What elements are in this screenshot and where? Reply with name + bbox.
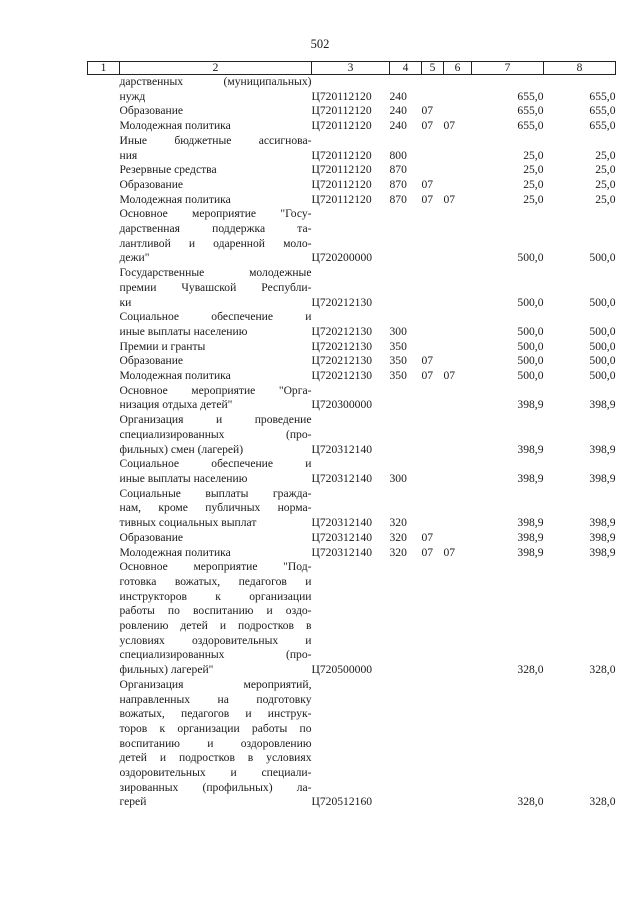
amount-cell-7: 500,0 xyxy=(517,339,544,353)
row-name-line: Организация мероприятий, xyxy=(119,677,312,691)
code-cell: Ц720312140 xyxy=(311,530,373,544)
page-number: 502 xyxy=(310,37,330,51)
row-name-line: детей и подростков в условиях xyxy=(119,751,312,765)
amount-cell-8: 398,9 xyxy=(589,471,616,485)
row-name-line: оздоровительных и специали- xyxy=(119,766,312,780)
subsection-cell xyxy=(444,531,472,546)
row-name-line: Образование xyxy=(119,530,184,544)
amount-cell-7: 398,9 xyxy=(517,516,544,530)
expense-type-cell: 320 xyxy=(389,530,407,544)
subsection-cell xyxy=(444,457,472,486)
code-cell: Ц720112120 xyxy=(311,163,372,177)
row-name-line: Премии и гранты xyxy=(119,339,206,353)
amount-cell-8: 500,0 xyxy=(589,354,616,368)
amount-cell-7: 398,9 xyxy=(517,471,544,485)
amount-cell-8: 398,9 xyxy=(589,442,616,456)
amount-cell-8: 500,0 xyxy=(589,369,616,383)
expense-type-cell xyxy=(390,678,422,810)
row-name-cell xyxy=(120,560,312,678)
section-cell: 07 xyxy=(421,119,434,133)
row-name-line: Основное мероприятие "Под- xyxy=(119,560,312,574)
section-cell xyxy=(422,207,444,266)
subsection-cell xyxy=(444,163,472,178)
row-name-cell xyxy=(120,104,312,119)
row-number-cell xyxy=(88,178,120,193)
amount-cell-7: 500,0 xyxy=(517,324,544,338)
amount-cell-7: 500,0 xyxy=(517,251,544,265)
column-header: 5 xyxy=(422,62,444,75)
subsection-cell xyxy=(444,266,472,310)
section-cell xyxy=(422,340,444,355)
row-name-line: Резервные средства xyxy=(119,163,217,177)
table-row xyxy=(88,310,616,339)
row-number-cell xyxy=(88,457,120,486)
row-name-line: дежи" xyxy=(119,251,150,265)
row-name-line: готовка вожатых, педагогов и xyxy=(119,574,312,588)
table-row xyxy=(88,413,616,457)
expense-type-cell: 300 xyxy=(389,471,407,485)
row-name-line: Основное мероприятие "Госу- xyxy=(119,207,312,221)
subsection-cell: 07 xyxy=(443,545,456,559)
row-name-line: Молодежная политика xyxy=(119,192,231,206)
amount-cell-8: 25,0 xyxy=(595,192,616,206)
row-name-cell xyxy=(120,310,312,339)
row-name-cell xyxy=(120,531,312,546)
code-cell: Ц720300000 xyxy=(311,398,373,412)
subsection-cell xyxy=(444,487,472,531)
row-name-line: лантливой и одаренной моло- xyxy=(119,236,312,250)
row-name-cell xyxy=(120,340,312,355)
row-name-line: Образование xyxy=(119,354,184,368)
amount-cell-8: 500,0 xyxy=(589,339,616,353)
subsection-cell xyxy=(444,560,472,678)
code-cell: Ц720112120 xyxy=(311,104,372,118)
expense-type-cell xyxy=(390,384,422,413)
subsection-cell xyxy=(444,178,472,193)
column-header: 8 xyxy=(544,62,616,75)
code-cell: Ц720212130 xyxy=(311,339,373,353)
section-cell xyxy=(422,413,444,457)
expense-type-cell: 240 xyxy=(389,104,407,118)
amount-cell-8: 25,0 xyxy=(595,177,616,191)
amount-cell-8: 500,0 xyxy=(589,324,616,338)
row-name-line: фильных) смен (лагерей) xyxy=(119,442,244,456)
subsection-cell xyxy=(444,384,472,413)
code-cell: Ц720312140 xyxy=(311,516,373,530)
row-name-line: Основное мероприятие "Орга- xyxy=(119,383,312,397)
row-name-line: Социальное обеспечение и xyxy=(119,457,312,471)
code-cell: Ц720112120 xyxy=(311,148,372,162)
table-row xyxy=(88,354,616,369)
row-name-line: ровлению детей и подростков в xyxy=(119,619,312,633)
table-row xyxy=(88,531,616,546)
row-name-cell xyxy=(120,457,312,486)
subsection-cell xyxy=(444,678,472,810)
table-row xyxy=(88,75,616,105)
amount-cell-7: 500,0 xyxy=(517,295,544,309)
table-row xyxy=(88,678,616,810)
row-name-line: иные выплаты населению xyxy=(119,324,248,338)
row-number-cell xyxy=(88,413,120,457)
subsection-cell xyxy=(444,134,472,163)
table-row xyxy=(88,119,616,134)
row-name-cell xyxy=(120,163,312,178)
row-name-line: иные выплаты населению xyxy=(119,471,248,485)
row-name-line: фильных) лагерей" xyxy=(119,663,214,677)
code-cell: Ц720212130 xyxy=(311,324,373,338)
expense-type-cell xyxy=(390,207,422,266)
amount-cell-7: 25,0 xyxy=(523,163,544,177)
row-number-cell xyxy=(88,163,120,178)
code-cell: Ц720500000 xyxy=(311,663,373,677)
amount-cell-7: 25,0 xyxy=(523,177,544,191)
row-name-line: Социальное обеспечение и xyxy=(119,310,312,324)
table-row xyxy=(88,207,616,266)
subsection-cell xyxy=(444,354,472,369)
table-row xyxy=(88,266,616,310)
amount-cell-7: 328,0 xyxy=(517,663,544,677)
section-cell: 07 xyxy=(421,369,434,383)
amount-cell-7: 328,0 xyxy=(517,795,544,809)
row-name-line: Иные бюджетные ассигнова- xyxy=(119,133,312,147)
table-row xyxy=(88,560,616,678)
expense-type-cell: 870 xyxy=(389,177,407,191)
amount-cell-8: 25,0 xyxy=(595,163,616,177)
subsection-cell xyxy=(444,310,472,339)
table-row xyxy=(88,104,616,119)
section-cell xyxy=(422,560,444,678)
column-header: 6 xyxy=(444,62,472,75)
amount-cell-7: 398,9 xyxy=(517,398,544,412)
row-name-line: дарственная поддержка та- xyxy=(119,222,312,236)
section-cell xyxy=(422,384,444,413)
row-name-line: Молодежная политика xyxy=(119,369,231,383)
expense-type-cell: 870 xyxy=(389,192,407,206)
amount-cell-8: 655,0 xyxy=(589,104,616,118)
row-number-cell xyxy=(88,207,120,266)
row-number-cell xyxy=(88,531,120,546)
expense-type-cell xyxy=(390,560,422,678)
expense-type-cell: 350 xyxy=(389,369,407,383)
row-name-line: специализированных (про- xyxy=(119,648,312,662)
subsection-cell xyxy=(444,104,472,119)
section-cell: 07 xyxy=(421,354,434,368)
row-name-line: нам, кроме публичных норма- xyxy=(119,501,312,515)
row-number-cell xyxy=(88,193,120,208)
row-name-line: тивных социальных выплат xyxy=(119,516,257,530)
expense-type-cell: 800 xyxy=(389,148,407,162)
row-name-line: герей xyxy=(119,795,147,809)
column-header-row xyxy=(88,62,616,75)
code-cell: Ц720212130 xyxy=(311,369,373,383)
code-cell: Ц720312140 xyxy=(311,545,373,559)
row-name-line: направленных на подготовку xyxy=(119,692,312,706)
row-number-cell xyxy=(88,340,120,355)
table-row xyxy=(88,163,616,178)
code-cell: Ц720112120 xyxy=(311,177,372,191)
section-cell xyxy=(422,487,444,531)
amount-cell-7: 25,0 xyxy=(523,148,544,162)
row-name-line: Социальные выплаты гражда- xyxy=(119,486,312,500)
expense-type-cell: 240 xyxy=(389,119,407,133)
row-name-line: премии Чувашской Республи- xyxy=(119,280,312,294)
table-row xyxy=(88,384,616,413)
column-header: 1 xyxy=(88,62,120,75)
amount-cell-8: 25,0 xyxy=(595,148,616,162)
amount-cell-8: 398,9 xyxy=(589,530,616,544)
row-name-line: Образование xyxy=(119,104,184,118)
row-name-line: торов к организации работы по xyxy=(119,721,312,735)
row-name-line: зированных (профильных) ла- xyxy=(119,780,312,794)
amount-cell-8: 328,0 xyxy=(589,663,616,677)
section-cell xyxy=(422,678,444,810)
table-row xyxy=(88,457,616,486)
amount-cell-7: 500,0 xyxy=(517,354,544,368)
amount-cell-7: 655,0 xyxy=(517,119,544,133)
row-name-cell xyxy=(120,678,312,810)
amount-cell-8: 398,9 xyxy=(589,545,616,559)
row-number-cell xyxy=(88,560,120,678)
section-cell: 07 xyxy=(421,177,434,191)
row-number-cell xyxy=(88,266,120,310)
row-name-line: Молодежная политика xyxy=(119,545,231,559)
code-cell: Ц720312140 xyxy=(311,442,373,456)
amount-cell-8: 655,0 xyxy=(589,89,616,103)
expense-type-cell xyxy=(390,413,422,457)
row-number-cell xyxy=(88,546,120,561)
row-number-cell xyxy=(88,678,120,810)
amount-cell-7: 500,0 xyxy=(517,369,544,383)
code-cell: Ц720312140 xyxy=(311,471,373,485)
amount-cell-8: 398,9 xyxy=(589,516,616,530)
row-number-cell xyxy=(88,310,120,339)
row-name-cell xyxy=(120,207,312,266)
code-cell: Ц720112120 xyxy=(311,119,372,133)
row-number-cell xyxy=(88,369,120,384)
row-name-cell xyxy=(120,369,312,384)
section-cell: 07 xyxy=(421,192,434,206)
row-number-cell xyxy=(88,104,120,119)
amount-cell-7: 398,9 xyxy=(517,530,544,544)
amount-cell-7: 655,0 xyxy=(517,89,544,103)
subsection-cell: 07 xyxy=(443,192,456,206)
expense-type-cell: 300 xyxy=(389,324,407,338)
row-name-cell xyxy=(120,266,312,310)
expense-type-cell: 240 xyxy=(389,89,407,103)
amount-cell-8: 655,0 xyxy=(589,119,616,133)
row-name-line: вожатых, педагогов и инструк- xyxy=(119,707,312,721)
section-cell: 07 xyxy=(421,104,434,118)
row-number-cell xyxy=(88,119,120,134)
table-row xyxy=(88,178,616,193)
section-cell: 07 xyxy=(421,545,434,559)
row-name-cell xyxy=(120,487,312,531)
expense-type-cell: 320 xyxy=(389,545,407,559)
row-name-line: дарственных (муниципальных) xyxy=(119,75,312,88)
row-name-line: условиях оздоровительных и xyxy=(119,633,312,647)
row-name-line: Организация и проведение xyxy=(119,413,312,427)
row-name-line: Государственные молодежные xyxy=(119,266,312,280)
code-cell: Ц720212130 xyxy=(311,354,373,368)
code-cell: Ц720112120 xyxy=(311,192,372,206)
amount-cell-7: 25,0 xyxy=(523,192,544,206)
column-header: 2 xyxy=(120,62,312,75)
code-cell: Ц720112120 xyxy=(311,89,372,103)
table-row xyxy=(88,134,616,163)
section-cell xyxy=(422,75,444,105)
amount-cell-7: 398,9 xyxy=(517,545,544,559)
row-name-line: Образование xyxy=(119,177,184,191)
row-name-line: ния xyxy=(119,148,138,162)
row-name-line: Молодежная политика xyxy=(119,119,231,133)
row-number-cell xyxy=(88,75,120,105)
row-name-cell xyxy=(120,546,312,561)
section-cell xyxy=(422,457,444,486)
section-cell xyxy=(422,310,444,339)
row-name-line: специализированных (про- xyxy=(119,427,312,441)
column-header: 3 xyxy=(312,62,390,75)
subsection-cell: 07 xyxy=(443,119,456,133)
amount-cell-8: 500,0 xyxy=(589,295,616,309)
row-name-line: работы по воспитанию и оздо- xyxy=(119,604,312,618)
table-body xyxy=(88,75,616,811)
expense-type-cell: 320 xyxy=(389,516,407,530)
section-cell xyxy=(422,266,444,310)
row-name-cell xyxy=(120,119,312,134)
row-name-cell xyxy=(120,75,312,105)
column-header: 7 xyxy=(472,62,544,75)
row-number-cell xyxy=(88,354,120,369)
section-cell xyxy=(422,134,444,163)
subsection-cell xyxy=(444,413,472,457)
table-row xyxy=(88,340,616,355)
row-number-cell xyxy=(88,134,120,163)
code-cell: Ц720212130 xyxy=(311,295,373,309)
row-name-line: воспитанию и оздоровлению xyxy=(119,736,312,750)
table-row xyxy=(88,487,616,531)
expense-type-cell: 870 xyxy=(389,163,407,177)
column-header: 4 xyxy=(390,62,422,75)
code-cell: Ц720200000 xyxy=(311,251,373,265)
row-number-cell xyxy=(88,487,120,531)
expense-type-cell: 350 xyxy=(389,339,407,353)
row-name-line: низация отдыха детей" xyxy=(119,398,233,412)
subsection-cell xyxy=(444,207,472,266)
row-name-line: ки xyxy=(119,295,132,309)
table-row xyxy=(88,193,616,208)
amount-cell-8: 398,9 xyxy=(589,398,616,412)
section-cell xyxy=(422,163,444,178)
table-row xyxy=(88,546,616,561)
subsection-cell: 07 xyxy=(443,369,456,383)
row-name-cell xyxy=(120,384,312,413)
code-cell: Ц720512160 xyxy=(311,795,373,809)
expense-type-cell: 350 xyxy=(389,354,407,368)
row-name-cell xyxy=(120,354,312,369)
amount-cell-7: 398,9 xyxy=(517,442,544,456)
row-name-cell xyxy=(120,193,312,208)
row-name-cell xyxy=(120,134,312,163)
amount-cell-8: 500,0 xyxy=(589,251,616,265)
subsection-cell xyxy=(444,75,472,105)
row-name-line: нужд xyxy=(119,89,146,103)
expense-type-cell xyxy=(390,266,422,310)
row-name-cell xyxy=(120,178,312,193)
row-name-line: инструкторов к организации xyxy=(119,589,312,603)
row-number-cell xyxy=(88,384,120,413)
table-row xyxy=(88,369,616,384)
row-name-cell xyxy=(120,413,312,457)
amount-cell-8: 328,0 xyxy=(589,795,616,809)
budget-table xyxy=(87,61,616,810)
subsection-cell xyxy=(444,340,472,355)
section-cell: 07 xyxy=(421,530,434,544)
amount-cell-7: 655,0 xyxy=(517,104,544,118)
